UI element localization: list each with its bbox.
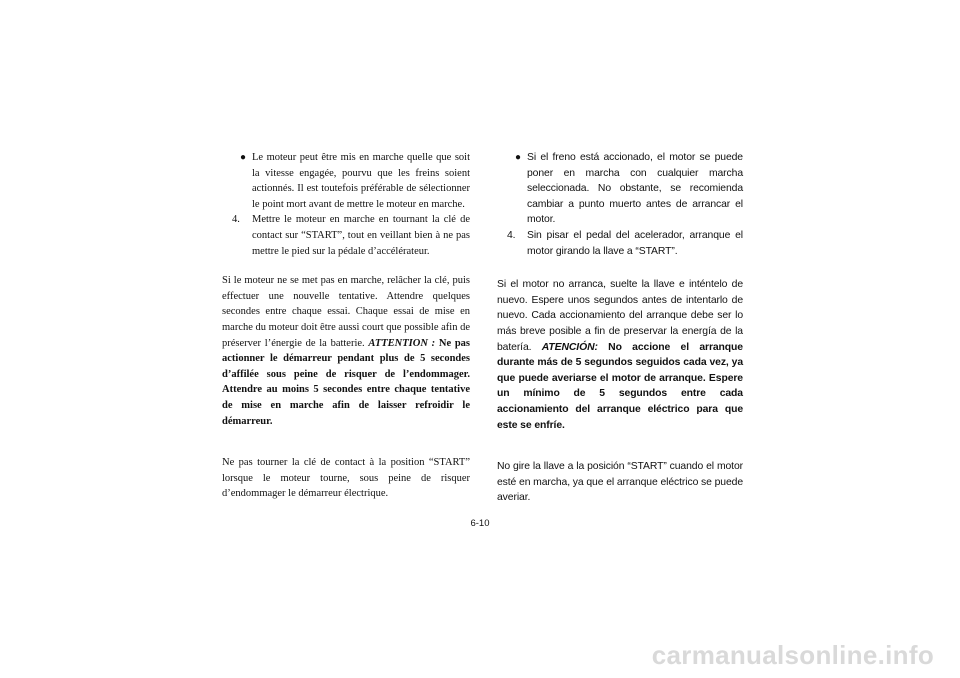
french-paragraph-2: Ne pas tourner la clé de contact à la position “START” lorsque le moteur tourne, sous peine de risquer d’endommager le démarreur électrique. — [222, 457, 470, 500]
french-step-text: Mettre le moteur en marche en tournant la clé de contact sur “START”, tout en veillant bien à ne pas mettre le pied sur la pédale d’accélérateur. — [252, 214, 470, 257]
page-number: 6-10 — [470, 518, 490, 529]
spanish-step-4 — [497, 228, 743, 259]
french-attention-label: ATTENTION : — [368, 337, 436, 349]
french-step-number: 4. — [232, 214, 240, 226]
spanish-bullet-text: Si el freno está accionado, el motor se puede poner en marcha con cualquier marcha seleccionada. No obstante, se recomienda cambiar a punto muerto antes de arrancar el motor. — [527, 152, 743, 226]
french-step-4 — [222, 212, 470, 259]
french-warning-text: Ne pas actionner le démarreur pendant plus de 5 secondes d’affilée sous peine de risquer de l’endommager. Attendre au moins 5 secondes entre chaque tentative de mise en marche afin de laisser refroidir le démarreur. — [222, 337, 471, 427]
french-paragraph-1 — [222, 273, 470, 429]
french-column — [222, 150, 470, 502]
spanish-column — [497, 150, 743, 506]
spanish-step-text: Sin pisar el pedal del acelerador, arranque el motor girando la llave a “START”. — [527, 229, 743, 257]
spanish-paragraph-1 — [497, 277, 743, 433]
french-bullet-item — [222, 150, 470, 212]
french-para1-text: Si le moteur ne se met pas en marche, relâcher la clé, puis effectuer une nouvelle tentative. Attendre quelques secondes entre chaque essai. Chaque essai de mise en marche du moteur doit être aussi court que possible afin de préserver l’énergie de la batterie. — [222, 275, 470, 349]
bullet-icon: ● — [240, 152, 247, 163]
watermark: carmanualsonline.info — [651, 640, 934, 670]
spanish-para1-text: Si el motor no arranca, suelte la llave e inténtelo de nuevo. Espere unos segundos antes de intentarlo de nuevo. Cada accionamiento del arranque debe ser lo más breve posible a fin de preservar la energía de la batería. — [497, 279, 743, 353]
bullet-icon: ● — [515, 152, 521, 163]
spanish-paragraph-2: No gire la llave a la posición “START” cuando el motor esté en marcha, ya que el arranque eléctrico se puede averiar. — [497, 461, 743, 504]
spanish-warning-text: No accione el arranque durante más de 5 segundos seguidos cada vez, ya que puede averiarse el motor de arranque. Espere un mínimo de 5 segundos entre cada accionamiento del arranque eléctrico para que este se enfríe. — [497, 341, 743, 431]
spanish-bullet-item — [497, 150, 743, 228]
spanish-attention-label: ATENCIÓN: — [541, 341, 598, 353]
french-bullet-text: Le moteur peut être mis en marche quelle que soit la vitesse engagée, pourvu que les freins soient actionnés. Il est toutefois préférable de sélectionner le point mort avant de mettre le moteur en marche. — [252, 152, 470, 210]
spanish-step-number: 4. — [507, 229, 516, 241]
